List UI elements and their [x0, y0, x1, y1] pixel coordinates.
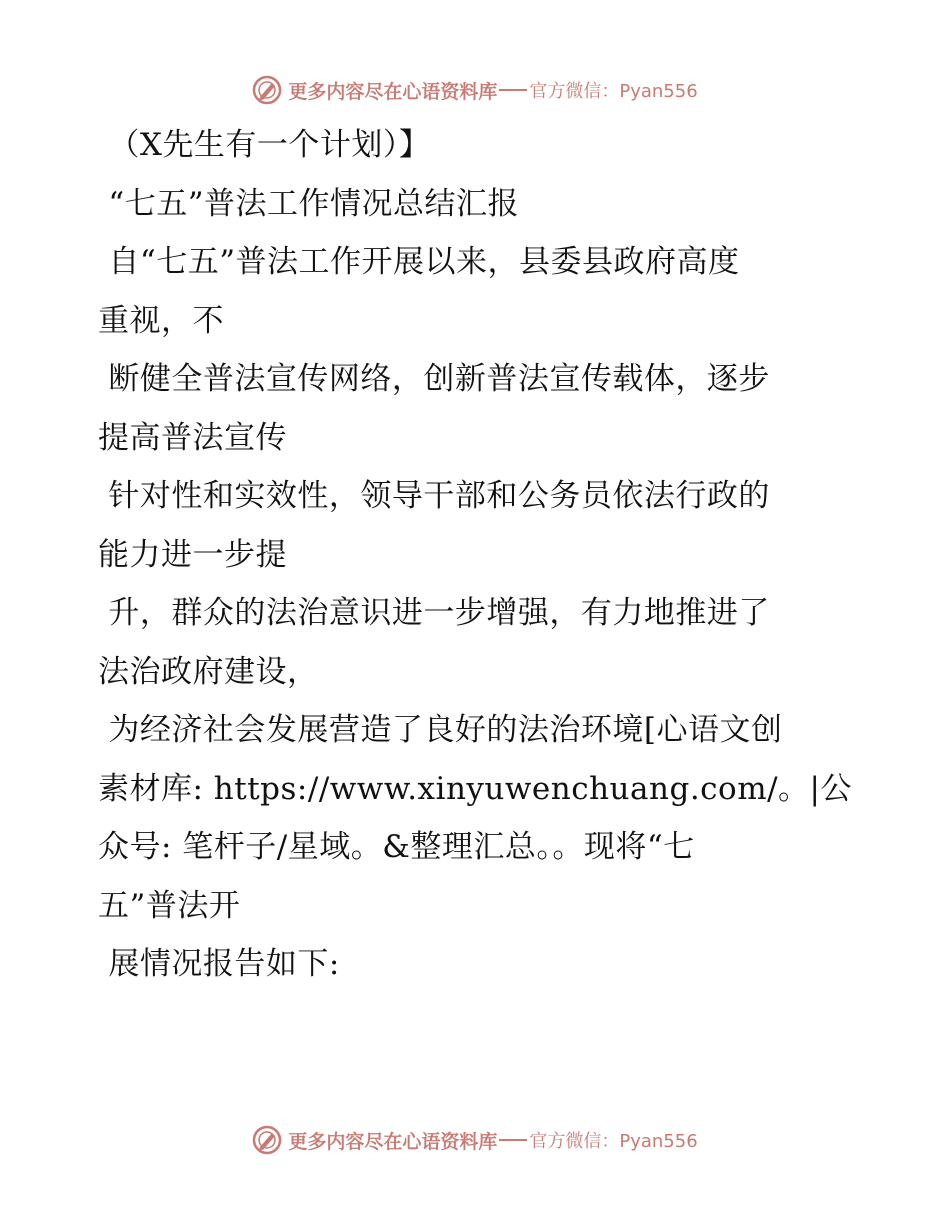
- text-line: “七五”普法工作情况总结汇报: [98, 185, 520, 222]
- text-line: 提高普法宣传: [98, 419, 287, 456]
- text-line: 法治政府建设，: [98, 653, 319, 690]
- footer-banner: [0, 1120, 950, 1160]
- pen-logo-icon: [252, 75, 282, 105]
- text-line: 展情况报告如下:: [98, 946, 340, 982]
- text-line: 素材库: https://www.xinyuwenchuang.com/。|公: [98, 770, 852, 807]
- document-body: [98, 116, 858, 994]
- pen-logo-icon: [252, 1125, 282, 1155]
- text-line: 五”普法开: [98, 887, 241, 924]
- text-line: 为经济社会发展营造了良好的法治环境[心语文创: [98, 712, 783, 748]
- banner-wechat-text: 官方微信：Pyan556: [529, 1131, 698, 1152]
- banner-divider: [499, 1139, 527, 1141]
- text-line: 自“七五”普法工作开展以来，县委县政府高度: [98, 244, 740, 280]
- banner-brand-text: 更多内容尽在心语资料库: [288, 1130, 498, 1153]
- text-line: 能力进一步提: [98, 536, 287, 573]
- text-line: 断健全普法宣传网络，创新普法宣传载体，逐步: [98, 361, 770, 397]
- text-line: 针对性和实效性，领导干部和公务员依法行政的: [98, 478, 770, 514]
- text-line: 众号: 笔杆子/星域。&整理汇总。。现将“七: [98, 829, 695, 865]
- text-line: 升，群众的法治意识进一步增强，有力地推进了: [98, 595, 770, 631]
- text-line: 重视，不: [98, 302, 224, 339]
- header-banner: [0, 70, 950, 110]
- banner-wechat-text: 官方微信：Pyan556: [529, 81, 698, 102]
- text-line: （X先生有一个计划）】: [98, 127, 431, 163]
- banner-brand-text: 更多内容尽在心语资料库: [288, 80, 498, 103]
- banner-divider: [499, 89, 527, 91]
